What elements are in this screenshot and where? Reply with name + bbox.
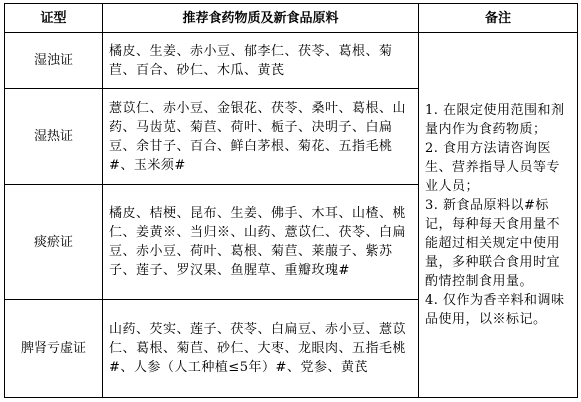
header-materials: 推荐食药物质及新食品原料 — [103, 4, 419, 33]
syndrome-cell: 脾肾亏虚证 — [5, 300, 103, 398]
materials-cell: 山药、芡实、莲子、茯苓、白扁豆、赤小豆、薏苡仁、葛根、菊苣、砂仁、大枣、龙眼肉、五指毛桃#、人参（人工种植≤5年）#、党参、黄芪 — [103, 300, 419, 398]
materials-cell: 橘皮、桔梗、昆布、生姜、佛手、木耳、山楂、桃仁、姜黄※、当归※、山药、薏苡仁、茯苓、白扁豆、赤小豆、荷叶、葛根、菊苣、莱菔子、紫苏子、莲子、罗汉果、鱼腥草、重瓣玫瑰# — [103, 185, 419, 300]
materials-cell: 薏苡仁、赤小豆、金银花、茯苓、桑叶、葛根、山药、马齿苋、菊苣、荷叶、栀子、决明子、白扁豆、余甘子、百合、鲜白茅根、菊花、五指毛桃#、玉米须# — [103, 89, 419, 185]
syndrome-cell: 痰瘀证 — [5, 185, 103, 300]
table-row — [5, 33, 578, 89]
header-notes: 备注 — [419, 4, 578, 33]
syndrome-cell: 湿热证 — [5, 89, 103, 185]
note-item: 4. 仅作为香辛料和调味品使用，以※标记。 — [425, 293, 565, 327]
materials-cell: 橘皮、生姜、赤小豆、郁李仁、茯苓、葛根、菊苣、百合、砂仁、木瓜、黄芪 — [103, 33, 419, 89]
syndrome-cell: 湿浊证 — [5, 33, 103, 89]
food-recommendation-table — [4, 3, 578, 398]
table-header-row — [5, 4, 578, 33]
note-item: 1. 在限定使用范围和剂量内作为食药物质； — [425, 103, 565, 137]
notes-cell — [419, 33, 578, 398]
note-item: 3. 新食品原料以#标记，每种每天食用量不能超过相关规定中使用量，多种联合食用时宜酌情控制食用量。 — [425, 198, 561, 289]
note-item: 2. 食用方法请咨询医生、营养指导人员等专业人员； — [425, 141, 561, 194]
header-syndrome: 证型 — [5, 4, 103, 33]
